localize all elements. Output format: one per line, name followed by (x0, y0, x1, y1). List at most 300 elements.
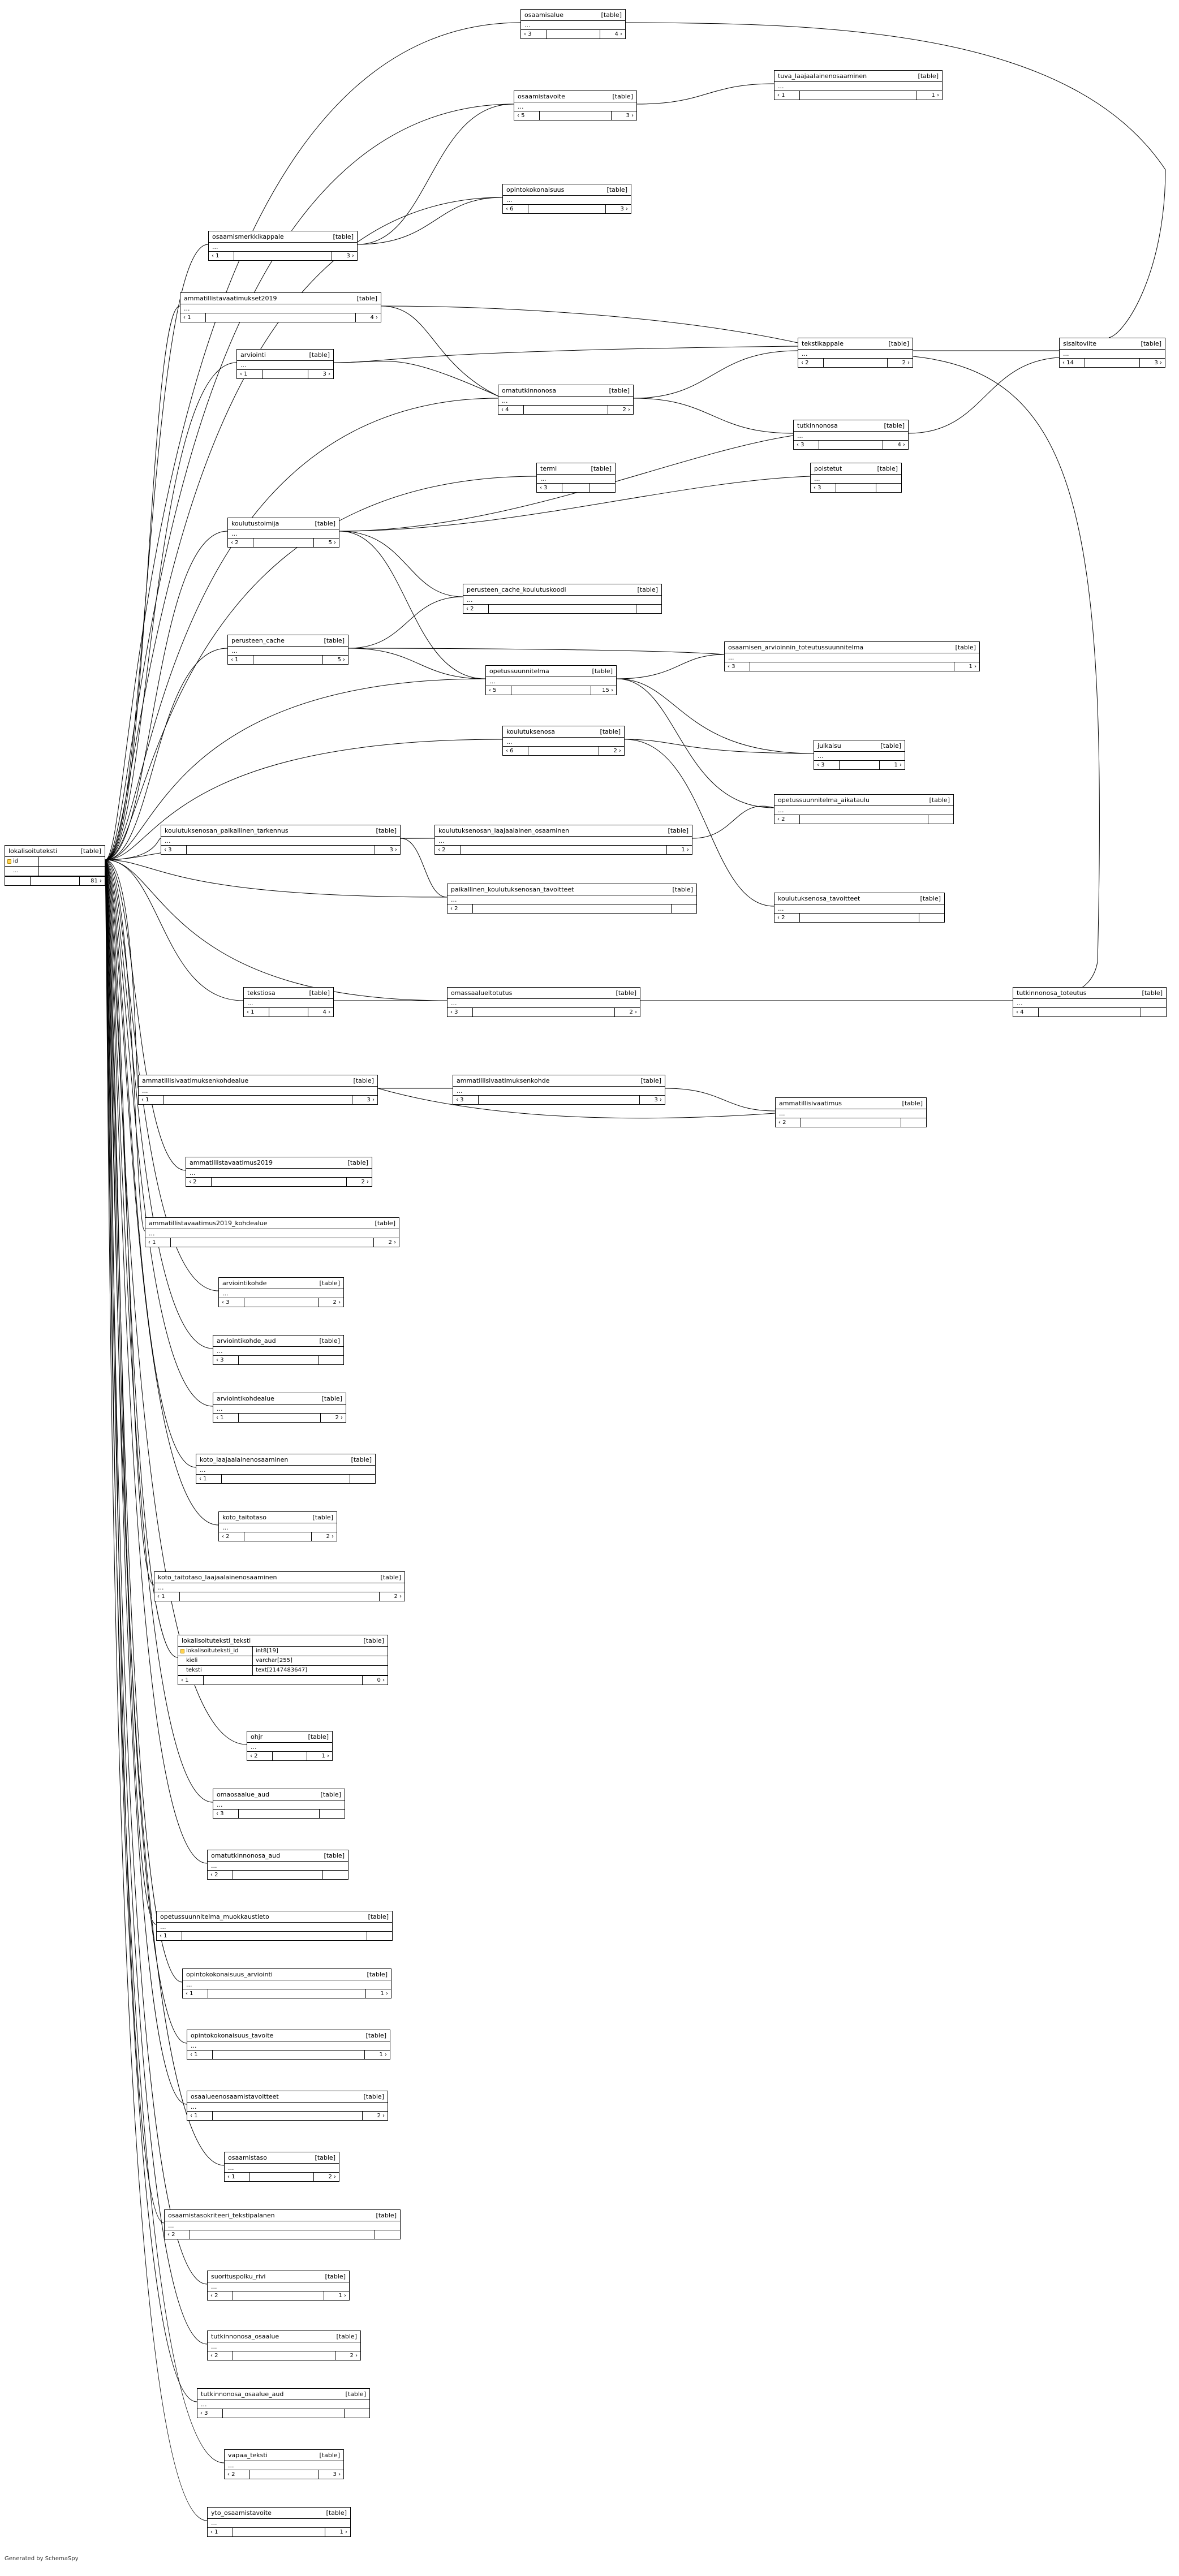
table-node-osaamistaso[interactable] (224, 2152, 339, 2182)
table-node-osaamisalue[interactable] (520, 9, 626, 39)
table-columns-ellipsis: ... (1060, 349, 1165, 358)
table-name: julkaisu (817, 742, 841, 749)
parent-count: ‹ 1 (228, 656, 253, 664)
table-name: perusteen_cache_koulutuskoodi (467, 586, 566, 593)
spacer-cell (524, 406, 608, 414)
spacer-cell (461, 846, 667, 854)
table-node-osaamismerkkikappale[interactable] (208, 231, 358, 261)
child-count: 3 › (367, 1097, 375, 1103)
table-node-arviointikohde[interactable] (218, 1277, 344, 1307)
table-columns-ellipsis: ... (157, 1922, 392, 1931)
table-name: osaamisalue (524, 11, 563, 19)
spacer-cell (1039, 1008, 1141, 1016)
parent-count: ‹ 5 (486, 686, 511, 695)
table-type-label: [table] (353, 1077, 374, 1084)
table-node-opetussuunnitelma[interactable] (485, 665, 617, 695)
table-columns-ellipsis: ... (186, 1168, 372, 1177)
table-columns-ellipsis: ... (521, 20, 625, 29)
table-node-header (498, 385, 633, 396)
table-node-tuva_laajaalainenosaaminen[interactable] (774, 70, 943, 100)
child-count: 3 › (1154, 360, 1162, 366)
parent-count (5, 877, 31, 885)
spacer-cell (212, 1178, 347, 1186)
child-count: 2 › (350, 2353, 358, 2359)
parent-count: ‹ 4 (498, 406, 524, 414)
child-count: 4 › (897, 442, 905, 448)
table-node-header (225, 2450, 343, 2461)
table-relation-counts (213, 1355, 343, 1364)
table-type-label: [table] (1142, 989, 1163, 997)
table-node-termi[interactable] (536, 463, 616, 493)
table-node-tutkinnonosa_osaalue_aud[interactable] (197, 2388, 370, 2418)
table-type-label: [table] (592, 667, 613, 675)
parent-count: ‹ 3 (161, 846, 187, 854)
column-row (5, 857, 105, 867)
table-type-label: [table] (324, 637, 345, 644)
table-node-header (197, 2389, 369, 2400)
table-node-koulutuksenosan_paikallinen_tarkennus[interactable] (161, 825, 401, 855)
column-name: lokalisoituteksti_id (178, 1647, 253, 1656)
table-node-opintokokonaisuus_tavoite[interactable] (187, 2030, 390, 2060)
parent-count: ‹ 1 (213, 1414, 239, 1422)
parent-count: ‹ 1 (209, 252, 234, 260)
spacer-cell (824, 359, 888, 367)
table-node-koulutustoimija[interactable] (227, 518, 339, 548)
table-relation-counts (244, 1007, 333, 1016)
table-relation-counts (161, 845, 400, 854)
table-relation-counts (228, 655, 348, 664)
table-columns-ellipsis: ... (463, 595, 661, 604)
spacer-cell (800, 914, 919, 922)
child-count: 3 › (654, 1097, 662, 1103)
table-name: tutkinnonosa_toteutus (1017, 989, 1087, 997)
table-type-label: [table] (367, 1971, 388, 1978)
table-name: tutkinnonosa_osaalue_aud (201, 2390, 284, 2398)
spacer-cell (234, 252, 332, 260)
table-name: tutkinnonosa_osaalue (211, 2333, 279, 2340)
table-name: perusteen_cache (231, 637, 285, 644)
table-name: arviointikohde_aud (217, 1337, 276, 1345)
table-node-header (463, 584, 661, 595)
table-type-label: [table] (591, 465, 612, 472)
table-node-header (209, 231, 357, 242)
table-name: poistetut (814, 465, 842, 472)
table-columns-ellipsis: ... (811, 474, 901, 483)
table-relation-counts (183, 1989, 391, 1998)
table-node-yto_osaamistavoite[interactable] (207, 2507, 351, 2537)
table-relation-counts (237, 369, 333, 378)
parent-count: ‹ 2 (208, 2291, 233, 2300)
table-relation-counts (219, 1532, 337, 1541)
table-type-label: [table] (336, 2333, 357, 2340)
table-node-lokalisoituteksti[interactable] (5, 845, 105, 886)
spacer-cell (233, 1871, 323, 1879)
table-node-osaamistasokriteeri_tekstipalanen[interactable] (164, 2209, 401, 2239)
table-type-label: [table] (351, 1456, 372, 1463)
table-node-ammatillisivaatimuksenkohdealue[interactable] (138, 1075, 378, 1105)
table-type-label: [table] (612, 93, 633, 100)
spacer-cell (528, 205, 606, 213)
table-node-opetussuunnitelma_muokkaustieto[interactable] (156, 1911, 393, 1941)
table-node-perusteen_cache_koulutuskoodi[interactable] (463, 584, 662, 614)
spacer-cell (750, 662, 954, 671)
table-name: arviointikohde (222, 1280, 267, 1287)
table-node-ammatillisivaatimus[interactable] (775, 1097, 927, 1127)
table-node-header (811, 463, 901, 474)
table-relation-counts (1013, 1007, 1166, 1016)
table-type-label: [table] (640, 1077, 661, 1084)
spacer-cell (180, 1592, 380, 1601)
table-node-ohjr[interactable] (247, 1731, 333, 1761)
parent-count: ‹ 2 (798, 359, 824, 367)
child-count (590, 484, 615, 492)
table-node-header (514, 91, 636, 102)
spacer-cell (204, 1676, 363, 1685)
parent-count: ‹ 3 (447, 1008, 473, 1016)
child-count (876, 484, 901, 492)
spacer-cell (182, 1932, 367, 1940)
table-node-tekstiosa[interactable] (243, 987, 334, 1017)
table-node-osaamistavoite[interactable] (514, 91, 637, 120)
child-count (901, 1118, 926, 1127)
table-name: koto_taitotaso (222, 1514, 266, 1521)
table-relation-counts (798, 358, 913, 367)
table-relation-counts (157, 1931, 392, 1940)
table-node-paikallinen_koulutuksenosan_tavoitteet[interactable] (447, 884, 697, 914)
table-node-header (161, 825, 400, 836)
child-count: 2 › (328, 2174, 336, 2180)
table-node-koto_taitotaso[interactable] (218, 1511, 337, 1541)
table-name: ammatillistavaatimus2019_kohdealue (149, 1220, 268, 1227)
table-columns-ellipsis: ... (798, 349, 913, 358)
table-node-vapaa_teksti[interactable] (224, 2449, 344, 2479)
parent-count: ‹ 1 (180, 313, 206, 322)
column-name: id (5, 857, 39, 866)
table-relation-counts (187, 2050, 390, 2059)
table-relation-counts (435, 845, 692, 854)
table-columns-ellipsis: ... (139, 1086, 377, 1095)
table-relation-counts (725, 662, 979, 671)
spacer-cell (800, 815, 928, 824)
table-node-header (237, 350, 333, 360)
table-columns-ellipsis: ... (208, 2282, 349, 2291)
parent-count: ‹ 2 (776, 1118, 801, 1127)
table-relation-counts (209, 251, 357, 260)
table-type-label: [table] (312, 1514, 333, 1521)
table-node-opetussuunnitelma_aikataulu[interactable] (774, 794, 954, 824)
table-node-header (154, 1572, 405, 1583)
spacer-cell (187, 846, 375, 854)
table-name: tekstikappale (802, 340, 844, 347)
table-relation-counts (219, 1298, 343, 1307)
parent-count: ‹ 3 (453, 1096, 479, 1104)
parent-count: ‹ 5 (514, 111, 540, 120)
table-columns-ellipsis: ... (196, 1465, 375, 1474)
table-type-label: [table] (888, 340, 909, 347)
table-type-label: [table] (375, 1220, 395, 1227)
table-columns-ellipsis: ... (514, 102, 636, 111)
table-node-koulutuksenosan_laajaalainen_osaaminen[interactable] (434, 825, 692, 855)
spacer-cell (213, 2051, 365, 2059)
column-name: teksti (178, 1666, 253, 1675)
table-node-header (725, 642, 979, 653)
table-relation-counts (154, 1592, 405, 1601)
table-relation-counts (196, 1474, 375, 1483)
table-type-label: [table] (345, 2390, 366, 2398)
table-name: tuva_laajaalainenosaaminen (778, 72, 867, 80)
table-node-arviointikohdealue[interactable] (213, 1393, 346, 1423)
table-node-ammatillistavaatimus2019[interactable] (186, 1157, 372, 1187)
column-type: text[2147483647] (256, 1667, 308, 1673)
table-relation-counts (208, 2291, 349, 2300)
parent-count: ‹ 2 (228, 539, 253, 547)
child-count: 5 › (328, 540, 336, 546)
table-name: ammatillistavaatimus2019 (190, 1159, 273, 1166)
parent-count: ‹ 1 (237, 370, 263, 378)
table-node-poistetut[interactable] (810, 463, 902, 493)
table-node-header (208, 2508, 350, 2518)
parent-count: ‹ 2 (208, 1871, 233, 1879)
table-columns-ellipsis: ... (213, 1404, 346, 1413)
table-name: opintokokonaisuus_arviointi (186, 1971, 273, 1978)
child-count: 4 › (614, 31, 622, 37)
table-relation-counts (486, 686, 616, 695)
table-node-opintokokonaisuus[interactable] (502, 184, 631, 214)
table-name: koulutuksenosa (506, 728, 556, 735)
table-name: ammatillisivaatimus (779, 1100, 842, 1107)
table-node-koto_taitotaso_laajaalainenosaaminen[interactable] (154, 1571, 405, 1601)
table-name: lokalisoituteksti_teksti (182, 1637, 251, 1644)
table-name: omaosaalue_aud (217, 1791, 270, 1798)
table-node-arviointi[interactable] (236, 349, 334, 379)
parent-count: ‹ 3 (725, 662, 750, 671)
table-node-arviointikohde_aud[interactable] (213, 1335, 344, 1365)
table-relation-counts (774, 815, 953, 824)
table-columns-ellipsis: ... (180, 304, 381, 313)
table-name: ammatillisivaatimuksenkohde (457, 1077, 550, 1084)
diagram-caption: Generated by SchemaSpy (5, 2556, 79, 2562)
table-columns-ellipsis: ... (219, 1289, 343, 1298)
spacer-cell (171, 1238, 374, 1247)
table-columns-ellipsis: ... (435, 836, 692, 845)
table-type-label: [table] (325, 2273, 346, 2280)
table-name: suorituspolku_rivi (211, 2273, 266, 2280)
table-relation-counts (811, 483, 901, 492)
table-node-julkaisu[interactable] (814, 740, 905, 770)
table-columns-ellipsis: ... (776, 1109, 926, 1118)
column-row (178, 1656, 388, 1666)
child-count (672, 904, 696, 913)
table-columns-ellipsis: ... (503, 737, 624, 746)
parent-count: ‹ 4 (1013, 1008, 1039, 1016)
table-type-label: [table] (600, 728, 621, 735)
table-node-omaosaalue_aud[interactable] (213, 1789, 345, 1819)
table-columns-ellipsis: ... (225, 2163, 339, 2172)
parent-count: ‹ 1 (196, 1475, 222, 1483)
table-node-header (1060, 338, 1165, 349)
table-columns-ellipsis: ... (1013, 998, 1166, 1007)
table-columns-ellipsis: ... (447, 895, 696, 904)
spacer-cell (239, 1356, 319, 1364)
table-type-label: [table] (315, 2154, 335, 2161)
table-node-header (453, 1075, 665, 1086)
table-name: ammatillistavaatimukset2019 (184, 295, 277, 302)
table-columns-ellipsis: ... (213, 1346, 343, 1355)
parent-count: ‹ 1 (154, 1592, 180, 1601)
table-node-tutkinnonosa[interactable] (793, 420, 909, 450)
table-relation-counts (139, 1095, 377, 1104)
table-node-ammatillistavaatimus2019_kohdealue[interactable] (145, 1217, 399, 1247)
table-name: omassaalueltotutus (451, 989, 513, 997)
table-type-label: [table] (884, 422, 905, 429)
parent-count: ‹ 3 (219, 1298, 244, 1307)
spacer-cell (239, 1810, 320, 1818)
table-node-lokalisoituteksti_teksti[interactable] (178, 1635, 388, 1685)
table-node-header (187, 2030, 390, 2041)
parent-count: ‹ 1 (774, 91, 800, 100)
table-node-koulutuksenosa[interactable] (502, 726, 625, 756)
table-relation-counts (453, 1095, 665, 1104)
spacer-cell (840, 761, 880, 769)
table-type-label: [table] (877, 465, 898, 472)
table-node-header (208, 2331, 360, 2342)
table-node-suorituspolku_rivi[interactable] (207, 2271, 350, 2301)
table-columns-ellipsis: ... (165, 2221, 400, 2230)
child-count: 2 › (902, 360, 910, 366)
table-type-label: [table] (955, 644, 976, 651)
table-relation-counts (178, 1675, 388, 1685)
table-columns-ellipsis: ... (725, 653, 979, 662)
child-count: 1 › (681, 847, 689, 853)
table-relation-counts (180, 313, 381, 322)
table-node-omassaalueltotutus[interactable] (447, 987, 640, 1017)
table-node-koulutuksenosa_tavoitteet[interactable] (774, 893, 945, 923)
table-node-tutkinnonosa_osaalue[interactable] (207, 2331, 361, 2360)
table-columns-ellipsis: ... (161, 836, 400, 845)
table-columns-ellipsis: ... (154, 1583, 405, 1592)
table-relation-counts (213, 1413, 346, 1422)
table-name: omatutkinnonosa (502, 387, 557, 394)
table-node-opintokokonaisuus_arviointi[interactable] (182, 1968, 391, 1998)
table-name: opetussuunnitelma_muokkaustieto (160, 1913, 269, 1920)
table-node-header (183, 1969, 391, 1980)
spacer-cell (800, 91, 917, 100)
table-relation-counts (521, 29, 625, 38)
table-node-header (219, 1278, 343, 1289)
child-count: 3 › (322, 371, 330, 377)
parent-count: ‹ 3 (537, 484, 562, 492)
table-node-header (186, 1157, 372, 1168)
table-columns-ellipsis: ... (228, 529, 339, 538)
table-name: ammatillisivaatimuksenkohdealue (142, 1077, 249, 1084)
column-type: varchar[255] (256, 1657, 292, 1664)
table-type-label: [table] (376, 2212, 397, 2219)
table-name: sisaltoviite (1063, 340, 1097, 347)
parent-count: ‹ 1 (183, 1989, 208, 1998)
table-node-osaamisen_arvioinnin_toteutussuunnitelma[interactable] (724, 641, 980, 671)
table-relation-counts (187, 2111, 388, 2120)
child-count: 1 › (894, 762, 902, 768)
parent-count: ‹ 3 (811, 484, 836, 492)
table-name: opetussuunnitelma (489, 667, 549, 675)
table-name: osaamistaso (228, 2154, 267, 2161)
table-name: opintokokonaisuus_tavoite (191, 2032, 274, 2039)
table-node-ammatillistavaatimukset2019[interactable] (180, 292, 381, 322)
table-relation-counts (228, 538, 339, 547)
column-row (178, 1647, 388, 1656)
spacer-cell (31, 877, 80, 885)
table-node-header (228, 518, 339, 529)
table-type-label: [table] (326, 2509, 347, 2517)
table-columns-ellipsis: ... (486, 677, 616, 686)
table-node-omatutkinnonosa_aud[interactable] (207, 1850, 348, 1880)
table-node-header (145, 1218, 399, 1229)
table-node-tutkinnonosa_toteutus[interactable] (1013, 987, 1167, 1017)
table-columns-ellipsis: ... (503, 195, 631, 204)
child-count: 2 › (388, 1239, 396, 1246)
spacer-cell (233, 2291, 324, 2300)
table-node-perusteen_cache[interactable] (227, 635, 348, 665)
child-count: 0 › (377, 1677, 385, 1683)
table-name: opintokokonaisuus (506, 186, 565, 193)
spacer-cell (190, 2230, 375, 2239)
parent-count: ‹ 3 (521, 30, 547, 38)
table-node-ammatillisivaatimuksenkohde[interactable] (453, 1075, 665, 1105)
column-name: kieli (178, 1656, 253, 1665)
table-node-header (213, 1789, 345, 1800)
table-name: tutkinnonosa (797, 422, 838, 429)
table-columns-ellipsis: ... (237, 360, 333, 369)
table-columns-ellipsis: ... (774, 805, 953, 815)
table-type-label: [table] (880, 742, 901, 749)
spacer-cell (250, 2173, 314, 2181)
table-relation-counts (197, 2409, 369, 2418)
child-count: 2 › (326, 1533, 334, 1540)
table-columns-ellipsis: ... (774, 81, 942, 91)
parent-count: ‹ 2 (219, 1532, 244, 1541)
table-type-label: [table] (80, 847, 101, 855)
table-node-osaalueenosaamistavoitteet[interactable] (187, 2091, 388, 2121)
table-type-label: [table] (324, 1852, 345, 1859)
table-relation-counts (186, 1177, 372, 1186)
table-relation-counts (208, 1870, 348, 1879)
spacer-cell (511, 686, 591, 695)
table-name: arviointi (240, 351, 266, 359)
child-count: 2 › (613, 748, 621, 754)
spacer-cell (473, 1008, 615, 1016)
table-relation-counts (537, 483, 615, 492)
table-node-sisaltoviite[interactable] (1059, 338, 1165, 368)
table-name: koulutuksenosan_paikallinen_tarkennus (165, 827, 289, 834)
table-type-label: [table] (319, 1337, 340, 1345)
spacer-cell (222, 1475, 350, 1483)
parent-count: ‹ 2 (247, 1752, 273, 1760)
child-count: 1 › (338, 2293, 346, 2299)
spacer-cell (233, 2351, 335, 2360)
table-node-tekstikappale[interactable] (798, 338, 913, 368)
table-node-omatutkinnonosa[interactable] (498, 385, 634, 415)
table-type-label: [table] (668, 827, 689, 834)
table-node-header (228, 635, 348, 646)
table-name: paikallinen_koulutuksenosan_tavoitteet (451, 886, 574, 893)
table-node-header (139, 1075, 377, 1086)
table-columns-ellipsis: ... (183, 1980, 391, 1989)
table-type-label: [table] (315, 520, 335, 527)
column-type: int8[19] (256, 1648, 278, 1654)
table-node-koto_laajaalainenosaaminen[interactable] (196, 1454, 376, 1484)
table-relation-counts (447, 904, 696, 913)
table-columns-ellipsis: ... (145, 1229, 399, 1238)
